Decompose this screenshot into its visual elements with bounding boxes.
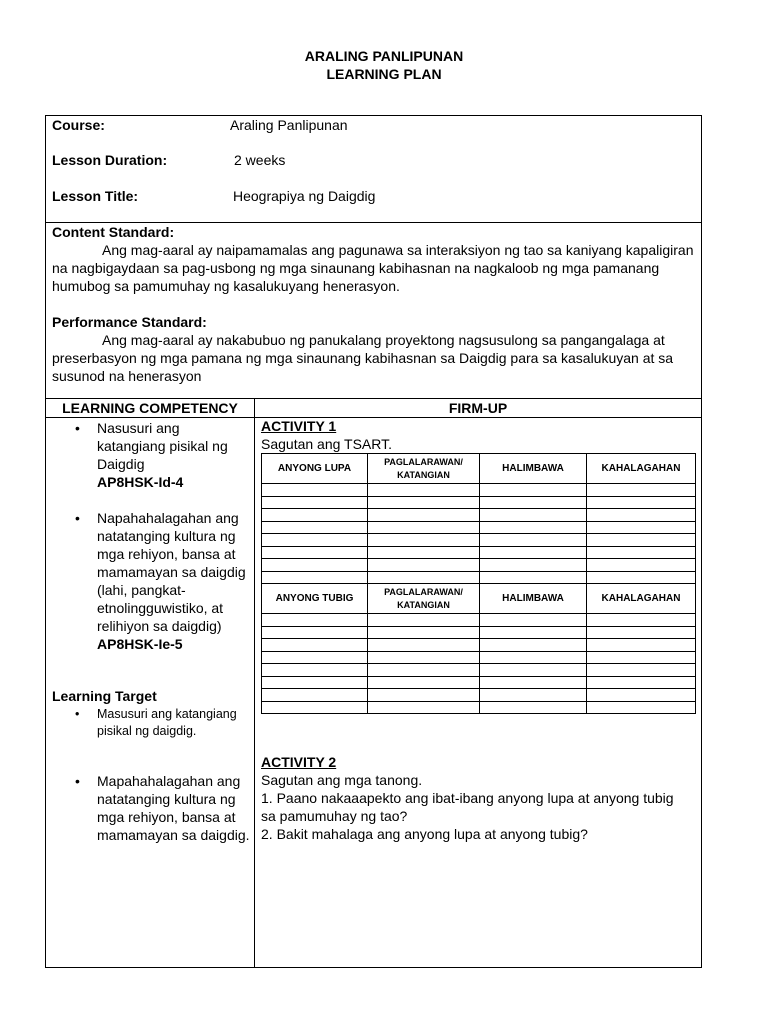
answer-cell[interactable] (368, 559, 480, 572)
answer-cell[interactable] (368, 534, 480, 547)
table-row (262, 676, 696, 689)
answer-cell[interactable] (368, 701, 480, 714)
learning-target-label: Learning Target (52, 688, 157, 704)
answer-cell[interactable] (262, 676, 368, 689)
lesson-title-label: Lesson Title: (52, 188, 139, 204)
target-text: Masusuri ang katangiang pisikal ng daigdig. (97, 707, 237, 738)
answer-cell[interactable] (262, 626, 368, 639)
competency-text: Napahahalagahan ang natatanging kultura ng mga rehiyon, bansa at mamamayan sa daigdig (lahi, pangkat-etnolingguwistiko, at relihiyon sa daigdig) (97, 510, 246, 634)
answer-cell[interactable] (368, 639, 480, 652)
table-row (262, 639, 696, 652)
bullet-icon: • (75, 510, 80, 526)
table-row (262, 664, 696, 677)
target-item (60, 706, 250, 740)
competency-list (60, 419, 250, 653)
tsart-anyong-lupa (261, 453, 696, 584)
competency-item (60, 419, 250, 491)
course-value: Araling Panlipunan (230, 117, 348, 133)
bullet-icon: • (75, 707, 80, 721)
answer-cell[interactable] (368, 651, 480, 664)
answer-cell[interactable] (262, 689, 368, 702)
answer-cell[interactable] (480, 651, 587, 664)
table-row (262, 509, 696, 522)
learning-target-list-2 (60, 772, 250, 844)
answer-cell[interactable] (587, 571, 696, 584)
answer-cell[interactable] (480, 689, 587, 702)
answer-cell[interactable] (587, 664, 696, 677)
table-row (262, 701, 696, 714)
competency-text: Nasusuri ang katangiang pisikal ng Daigdig (97, 420, 228, 472)
answer-cell[interactable] (368, 521, 480, 534)
header-paglalarawan: PAGLALARAWAN/ KATANGIAN (368, 454, 480, 484)
table-row (262, 614, 696, 627)
learning-competency-header: LEARNING COMPETENCY (62, 400, 238, 416)
competency-code: AP8HSK-Id-4 (97, 474, 184, 490)
answer-cell[interactable] (480, 676, 587, 689)
answer-cell[interactable] (480, 496, 587, 509)
answer-cell[interactable] (587, 701, 696, 714)
header-kahalagahan: KAHALAGAHAN (587, 584, 696, 614)
answer-cell[interactable] (262, 651, 368, 664)
answer-cell[interactable] (587, 559, 696, 572)
answer-cell[interactable] (262, 546, 368, 559)
activity2-question-1: 1. Paano nakaaapekto ang ibat-ibang anyong lupa at anyong tubig sa pamumuhay ng tao? (261, 790, 674, 824)
answer-cell[interactable] (480, 614, 587, 627)
answer-cell[interactable] (262, 509, 368, 522)
content-standard-label: Content Standard: (52, 224, 175, 240)
answer-cell[interactable] (368, 664, 480, 677)
answer-cell[interactable] (480, 701, 587, 714)
answer-cell[interactable] (587, 484, 696, 497)
table-row (262, 689, 696, 702)
table-row (262, 484, 696, 497)
target-text: Mapahahalagahan ang natatanging kultura ng mga rehiyon, bansa at mamamayan sa daigdig. (97, 773, 250, 843)
doc-title-line1: ARALING PANLIPUNAN (304, 48, 464, 64)
answer-cell[interactable] (262, 701, 368, 714)
bullet-icon: • (75, 420, 80, 436)
competency-item (60, 509, 250, 653)
answer-cell[interactable] (587, 689, 696, 702)
answer-cell[interactable] (480, 571, 587, 584)
answer-cell[interactable] (480, 546, 587, 559)
answer-cell[interactable] (587, 651, 696, 664)
table-row (262, 571, 696, 584)
answer-cell[interactable] (368, 484, 480, 497)
answer-cell[interactable] (368, 614, 480, 627)
answer-cell[interactable] (480, 664, 587, 677)
activity1-instruction: Sagutan ang TSART. (261, 436, 393, 452)
doc-title-line2: LEARNING PLAN (326, 66, 442, 82)
answer-cell[interactable] (368, 689, 480, 702)
answer-cell[interactable] (262, 559, 368, 572)
bullet-icon: • (75, 773, 80, 789)
answer-cell[interactable] (368, 626, 480, 639)
activity2-question-2: 2. Bakit mahalaga ang anyong lupa at anyong tubig? (261, 826, 588, 842)
activity1-title: ACTIVITY 1 (261, 418, 337, 434)
answer-cell[interactable] (262, 571, 368, 584)
competency-code: AP8HSK-Ie-5 (97, 636, 183, 652)
learning-target-list (60, 706, 250, 740)
divider-columns (254, 399, 255, 968)
answer-cell[interactable] (262, 639, 368, 652)
performance-standard-label: Performance Standard: (52, 314, 207, 330)
firm-up-header: FIRM-UP (448, 400, 508, 416)
answer-cell[interactable] (480, 509, 587, 522)
answer-cell[interactable] (587, 546, 696, 559)
header-halimbawa: HALIMBAWA (480, 454, 587, 484)
header-kahalagahan: KAHALAGAHAN (587, 454, 696, 484)
answer-cell[interactable] (262, 664, 368, 677)
answer-cell[interactable] (587, 639, 696, 652)
answer-cell[interactable] (480, 626, 587, 639)
lesson-title-value: Heograpiya ng Daigdig (233, 188, 376, 204)
answer-cell[interactable] (480, 639, 587, 652)
header-anyong-lupa: ANYONG LUPA (262, 454, 368, 484)
answer-cell[interactable] (368, 571, 480, 584)
header-anyong-tubig: ANYONG TUBIG (262, 584, 368, 614)
answer-cell[interactable] (587, 614, 696, 627)
answer-cell[interactable] (262, 521, 368, 534)
answer-cell[interactable] (587, 534, 696, 547)
course-label: Course: (52, 117, 105, 133)
duration-label: Lesson Duration: (52, 152, 168, 168)
answer-cell[interactable] (368, 676, 480, 689)
table-row (262, 626, 696, 639)
answer-cell[interactable] (262, 484, 368, 497)
tsart-anyong-tubig (261, 583, 696, 714)
table-row (262, 559, 696, 572)
answer-cell[interactable] (480, 559, 587, 572)
header-paglalarawan: PAGLALARAWAN/ KATANGIAN (368, 584, 480, 614)
activity2-instruction: Sagutan ang mga tanong. (261, 772, 423, 788)
answer-cell[interactable] (480, 521, 587, 534)
table-row (262, 651, 696, 664)
table-header-row (262, 454, 696, 484)
table-header-row (262, 584, 696, 614)
answer-cell[interactable] (368, 509, 480, 522)
table-row (262, 534, 696, 547)
answer-cell[interactable] (587, 676, 696, 689)
answer-cell[interactable] (587, 626, 696, 639)
answer-cell[interactable] (262, 496, 368, 509)
divider-col-header (45, 417, 702, 418)
answer-cell[interactable] (368, 496, 480, 509)
activity2-title: ACTIVITY 2 (261, 754, 337, 770)
header-halimbawa: HALIMBAWA (480, 584, 587, 614)
answer-cell[interactable] (368, 546, 480, 559)
performance-standard-text: Ang mag-aaral ay nakabubuo ng panukalang proyektong nagsusulong sa pangangalaga at preserbasyon ng mga pamana ng mga sinaunang kabihasnan sa Daigdig para sa kasalukuyan at sa susunod na henerasyon (52, 332, 674, 384)
answer-cell[interactable] (262, 534, 368, 547)
table-row (262, 496, 696, 509)
answer-cell[interactable] (480, 484, 587, 497)
answer-cell[interactable] (587, 521, 696, 534)
table-row (262, 521, 696, 534)
answer-cell[interactable] (587, 496, 696, 509)
answer-cell[interactable] (480, 534, 587, 547)
answer-cell[interactable] (262, 614, 368, 627)
content-standard-text: Ang mag-aaral ay naipamamalas ang pagunawa sa interaksiyon ng tao sa kaniyang kapaligiran na nagbigaydaan sa pag-usbong ng mga sinaunang kabihasnan na nagkaloob ng mga pamanang humubog sa pamumuhay ng kasalukuyang henerasyon. (52, 242, 694, 294)
answer-cell[interactable] (587, 509, 696, 522)
table-row (262, 546, 696, 559)
duration-value: 2 weeks (234, 152, 286, 168)
target-item (60, 772, 250, 844)
